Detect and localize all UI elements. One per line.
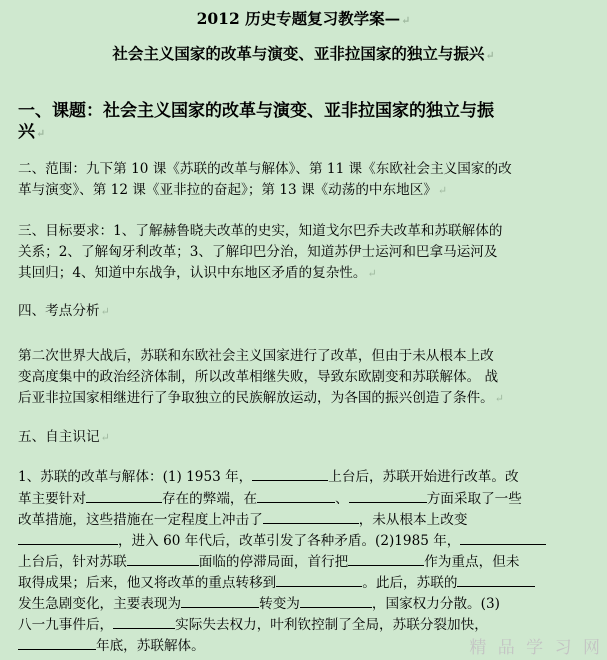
fill-blank[interactable] [349, 490, 427, 503]
section3-line-3: 其回归；4、知道中东战争，认识中东地区矛盾的复杂性。↵ [18, 265, 377, 281]
fill-blank[interactable] [18, 637, 96, 650]
section1-line-1: 一、课题：社会主义国家的改革与演变、亚非拉国家的独立与振 [18, 101, 494, 121]
section4-line-1: 第二次世界大战后，苏联和东欧社会主义国家进行了改革，但由于未从根本上改 [18, 348, 494, 364]
section5-line-1: 1、苏联的改革与解体：(1) 1953 年， 上台后，苏联开始进行改革。改 [18, 469, 519, 485]
section5-line-6: 取得成果；后来，他又将改革的重点转移到 。此后，苏联的 [18, 571, 535, 591]
watermark: 精 品 学 习 网 [469, 638, 603, 658]
title-line-1: 2012 历史专题复习教学案—↵ [196, 9, 411, 28]
section5-line-2: 革主要针对 存在的弊端，在 、 方面采取了一些 [18, 491, 522, 507]
section4-line-2: 变高度集中的政治经济体制，所以改革相继失败，导致东欧剧变和苏联解体。 战 [18, 369, 499, 385]
section4-line-3: 后亚非拉国家相继进行了争取独立的民族解放运动，为各国的振兴创造了条件。↵ [18, 390, 504, 406]
fill-blank[interactable] [18, 532, 118, 545]
section1-line-2: 兴↵ [18, 122, 46, 142]
fill-blank[interactable] [300, 595, 372, 608]
section5-line-4: ，进入 60 年代后，改革引发了各种矛盾。(2)1985 年， [18, 529, 546, 549]
fill-blank[interactable] [181, 595, 259, 608]
fill-blank[interactable] [457, 574, 535, 587]
section5-line-9: 年底，苏联解体。 [18, 634, 205, 654]
section5-heading: 五、自主识记↵ [18, 429, 110, 445]
section5-line-7: 发生急剧变化，主要表现为 转变为 ，国家权力分散。(3) [18, 596, 500, 612]
section2-line-2: 革与演变》、第 12 课《亚非拉的奋起》；第 13 课《动荡的中东地区》↵ [18, 182, 448, 198]
section5-line-5: 上台后，针对苏联 面临的停滞局面，首行把 作为重点，但未 [18, 554, 520, 570]
fill-blank[interactable] [257, 490, 335, 503]
section5-line-8: 八一九事件后， 实际失去权力，叶利钦控制了全局，苏联分裂加快， [18, 617, 488, 633]
section4-heading: 四、考点分析↵ [18, 303, 110, 319]
fill-blank[interactable] [348, 553, 424, 566]
fill-blank[interactable] [252, 468, 328, 481]
fill-blank[interactable] [276, 574, 362, 587]
title-line-2: 社会主义国家的改革与演变、亚非拉国家的独立与振兴↵ [112, 44, 495, 63]
fill-blank[interactable] [263, 511, 359, 524]
fill-blank[interactable] [127, 553, 199, 566]
section3-line-2: 关系；2、了解匈牙利改革；3、了解印巴分治，知道苏伊士运河和巴拿马运河及 [18, 244, 498, 260]
section5-line-3: 改革措施，这些措施在一定程度上冲击了 ，未从根本上改变 [18, 512, 468, 528]
fill-blank[interactable] [460, 532, 546, 545]
fill-blank[interactable] [113, 616, 175, 629]
section2-line-1: 二、范围：九下第 10 课《苏联的改革与解体》、第 11 课《东欧社会主义国家的改 [18, 161, 512, 177]
fill-blank[interactable] [86, 490, 162, 503]
section3-line-1: 三、目标要求：1、了解赫鲁晓夫改革的史实，知道戈尔巴乔夫改革和苏联解体的 [18, 223, 503, 239]
